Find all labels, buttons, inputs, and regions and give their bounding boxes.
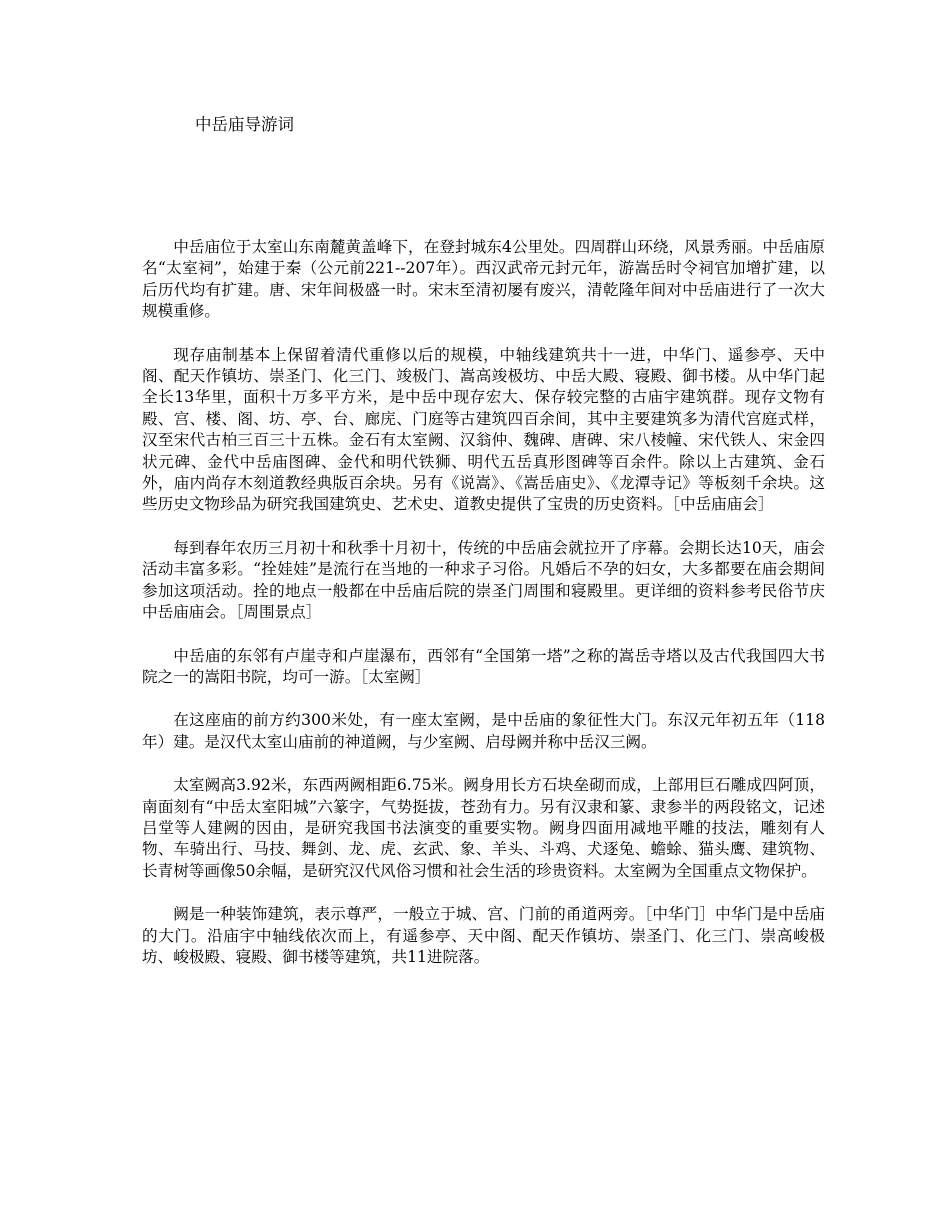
paragraph-que-details: 太室阙高3.92米，东西两阙相距6.75米。阙身用长方石块垒砌而成，上部用巨石雕成四阿顶，南面刻有“中岳太室阳城”六篆字，气势挺拔，苍劲有力。另有汉隶和篆、隶参半的两段铭文，记述吕堂等人建阙的因由，是研究我国书法演变的重要实物。阙身四面用减地平雕的技法，雕刻有人物、车骑出行、马技、舞剑、龙、虎、玄武、象、羊头、斗鸡、犬逐兔、蟾蜍、猫头鹰、建筑物、长青树等画像50余幅，是研究汉代风俗习惯和社会生活的珍贵资料。太室阙为全国重点文物保护。	[142, 776, 825, 880]
paragraph-taishi-que: 在这座庙的前方约300米处，有一座太室阙，是中岳庙的象征性大门。东汉元年初五年（118年）建。是汉代太室山庙前的神道阙，与少室阙、启母阙并称中岳汉三阙。	[142, 711, 825, 751]
paragraph-temple-fair: 每到春年农历三月初十和秋季十月初十，传统的中岳庙会就拉开了序幕。会期长达10天，庙会活动丰富多彩。“拴娃娃”是流行在当地的一种求子习俗。凡婚后不孕的妇女，大多都要在庙会期间参加这项活动。拴的地点一般都在中岳庙后院的崇圣门周围和寝殿里。更详细的资料参考民俗节庆中岳庙庙会。［周围景点］	[142, 538, 825, 622]
paragraph-zhonghua-gate: 阙是一种装饰建筑，表示尊严，一般立于城、宫、门前的甬道两旁。［中华门］中华门是中岳庙的大门。沿庙宇中轴线依次而上，有遥参亭、天中阁、配天作镇坊、崇圣门、化三门、崇高峻极坊、峻极殿、寝殿、御书楼等建筑，共11进院落。	[142, 905, 825, 966]
paragraph-intro: 中岳庙位于太室山东南麓黄盖峰下，在登封城东4公里处。四周群山环绕，风景秀丽。中岳庙原名“太室祠”，始建于秦（公元前221--207年）。西汉武帝元封元年，游嵩岳时令祠官加增扩建，以后历代均有扩建。唐、宋年间极盛一时。宋末至清初屡有废兴，清乾隆年间对中岳庙进行了一次大规模重修。	[142, 238, 825, 321]
document-title: 中岳庙导游词	[195, 115, 294, 134]
document-body	[142, 237, 825, 990]
paragraph-nearby-sights: 中岳庙的东邻有卢崖寺和卢崖瀑布，西邻有“全国第一塔”之称的嵩岳寺塔以及古代我国四大书院之一的嵩阳书院，均可一游。［太室阙］	[142, 646, 825, 686]
paragraph-layout: 现存庙制基本上保留着清代重修以后的规模，中轴线建筑共十一进，中华门、遥参亭、天中阁、配天作镇坊、崇圣门、化三门、竣极门、嵩高竣极坊、中岳大殿、寝殿、御书楼。从中华门起全长13华里，面积十万多平方米，是中岳中现存宏大、保存较完整的古庙宇建筑群。现存文物有殿、宫、楼、阁、坊、亭、台、廊庑、门庭等古建筑四百余间，其中主要建筑多为清代宫庭式样，汉至宋代古柏三百三十五株。金石有太室阙、汉翁仲、魏碑、唐碑、宋八棱幢、宋代铁人、宋金四状元碑、金代中岳庙图碑、金代和明代铁狮、明代五岳真形图碑等百余件。除以上古建筑、金石外，庙内尚存木刻道教经典版百余块。另有《说嵩》、《嵩岳庙史》、《龙潭寺记》等板刻千余块。这些历史文物珍品为研究我国建筑史、艺术史、道教史提供了宝贵的历史资料。［中岳庙庙会］	[142, 345, 825, 514]
